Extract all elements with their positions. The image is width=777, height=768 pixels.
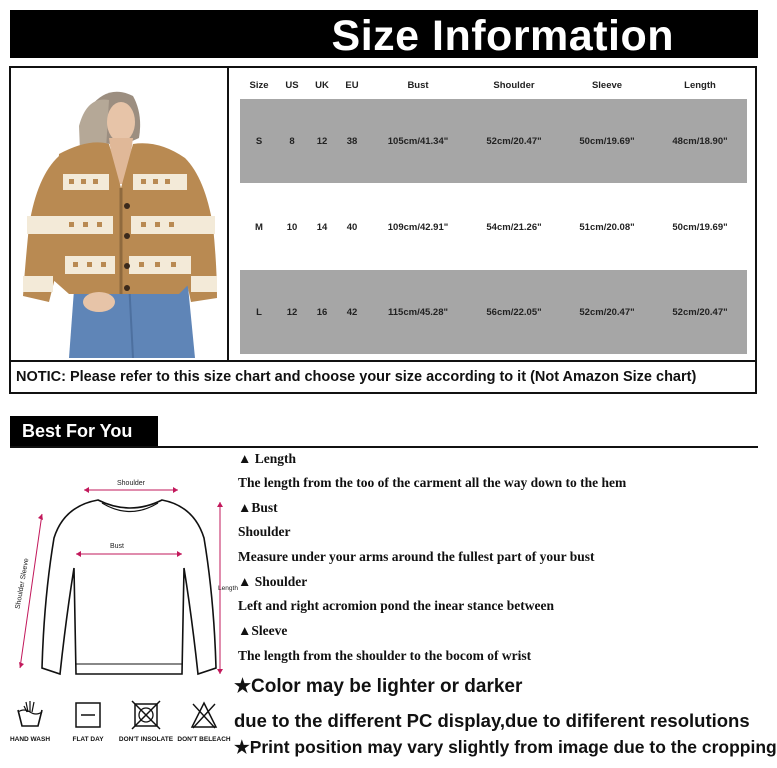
page-title: Size Information — [331, 12, 674, 60]
row-bust: 109cm/42.91" — [387, 222, 449, 233]
row-shoulder: 54cm/21.26" — [486, 222, 542, 233]
row-length: 52cm/20.47" — [672, 307, 728, 318]
notice-divider — [9, 360, 757, 362]
row-us: 8 — [289, 136, 295, 147]
row-uk: 16 — [316, 307, 328, 318]
diagram-length-label: Length — [218, 585, 238, 592]
section-divider — [10, 446, 758, 448]
bust-title: ▲Bust — [238, 500, 278, 515]
row-bust: 115cm/45.28" — [388, 307, 448, 318]
row-sleeve: 52cm/20.47" — [579, 307, 635, 318]
row-us: 12 — [286, 307, 298, 318]
row-size: L — [256, 307, 262, 318]
table-row — [240, 270, 747, 354]
table-row — [240, 185, 747, 269]
row-length: 50cm/19.69" — [672, 222, 728, 233]
no-bleach-icon — [189, 700, 219, 730]
header-bust: Bust — [407, 80, 429, 91]
care-label: HAND WASH — [9, 736, 51, 743]
row-sleeve: 50cm/19.69" — [579, 136, 635, 147]
row-eu: 40 — [346, 222, 358, 233]
bust-description: Measure under your arms around the fullest part of your bust — [238, 549, 595, 564]
diagram-shoulder-label: Shoulder — [116, 480, 146, 487]
table-header-row — [240, 80, 747, 98]
row-uk: 14 — [316, 222, 328, 233]
cardigan-model-image — [9, 66, 227, 358]
row-sleeve: 51cm/20.08" — [579, 222, 635, 233]
row-eu: 42 — [346, 307, 358, 318]
title-banner — [10, 10, 758, 58]
row-eu: 38 — [346, 136, 358, 147]
care-hand-wash — [0, 700, 60, 743]
shoulder-word: Shoulder — [238, 524, 291, 539]
shoulder-description: Left and right acromion pond the inear stance between — [238, 598, 554, 613]
care-label: DON'T BELEACH — [177, 736, 231, 743]
product-photo — [9, 66, 229, 360]
print-position-note: ★Print position may vary slightly from image due to the cropping — [234, 737, 777, 757]
sleeve-description: The length from the shoulder to the bocom of wrist — [238, 648, 532, 663]
diagram-bust-label: Bust — [109, 543, 125, 550]
best-for-you-label: Best For You — [10, 416, 158, 447]
row-shoulder: 52cm/20.47" — [486, 136, 542, 147]
color-note: ★Color may be lighter or darker — [234, 676, 523, 697]
header-uk: UK — [315, 80, 329, 91]
pc-display-note: due to the different PC display,due to dififerent resolutions — [234, 710, 750, 731]
header-size: Size — [249, 80, 269, 91]
care-dont-bleach — [174, 700, 234, 743]
row-uk: 12 — [316, 136, 328, 147]
header-shoulder: Shoulder — [493, 80, 535, 91]
shoulder-title: ▲ Shoulder — [238, 574, 308, 589]
length-description: The length from the too of the carment all the way down to the hem — [238, 475, 627, 490]
no-sun-dry-icon — [131, 700, 161, 730]
size-notice: NOTIC: Please refer to this size chart and choose your size according to it (Not Amazon Size chart) — [16, 369, 697, 385]
care-label: DON'T INSOLATE — [118, 736, 174, 743]
length-title: ▲ Length — [238, 451, 296, 466]
row-shoulder: 56cm/22.05" — [486, 307, 542, 318]
sweater-outline — [42, 500, 216, 674]
care-label: FLAT DAY — [72, 736, 104, 743]
header-sleeve: Sleeve — [591, 80, 623, 91]
care-flat-dry — [58, 700, 118, 743]
row-length: 48cm/18.90" — [672, 136, 728, 147]
table-row — [240, 99, 747, 183]
row-size: S — [255, 136, 263, 147]
sweater-diagram — [10, 468, 238, 690]
header-length: Length — [684, 80, 716, 91]
diagram-sleeve-label: Shoulder Sleeve — [14, 557, 31, 610]
row-size: M — [255, 222, 263, 233]
row-bust: 105cm/41.34" — [387, 136, 449, 147]
row-us: 10 — [286, 222, 298, 233]
hand-wash-icon — [14, 700, 46, 730]
header-eu: EU — [345, 80, 359, 91]
sleeve-title: ▲Sleeve — [238, 623, 288, 638]
flat-dry-icon — [73, 700, 103, 730]
care-dont-insolate — [116, 700, 176, 743]
header-us: US — [285, 80, 299, 91]
